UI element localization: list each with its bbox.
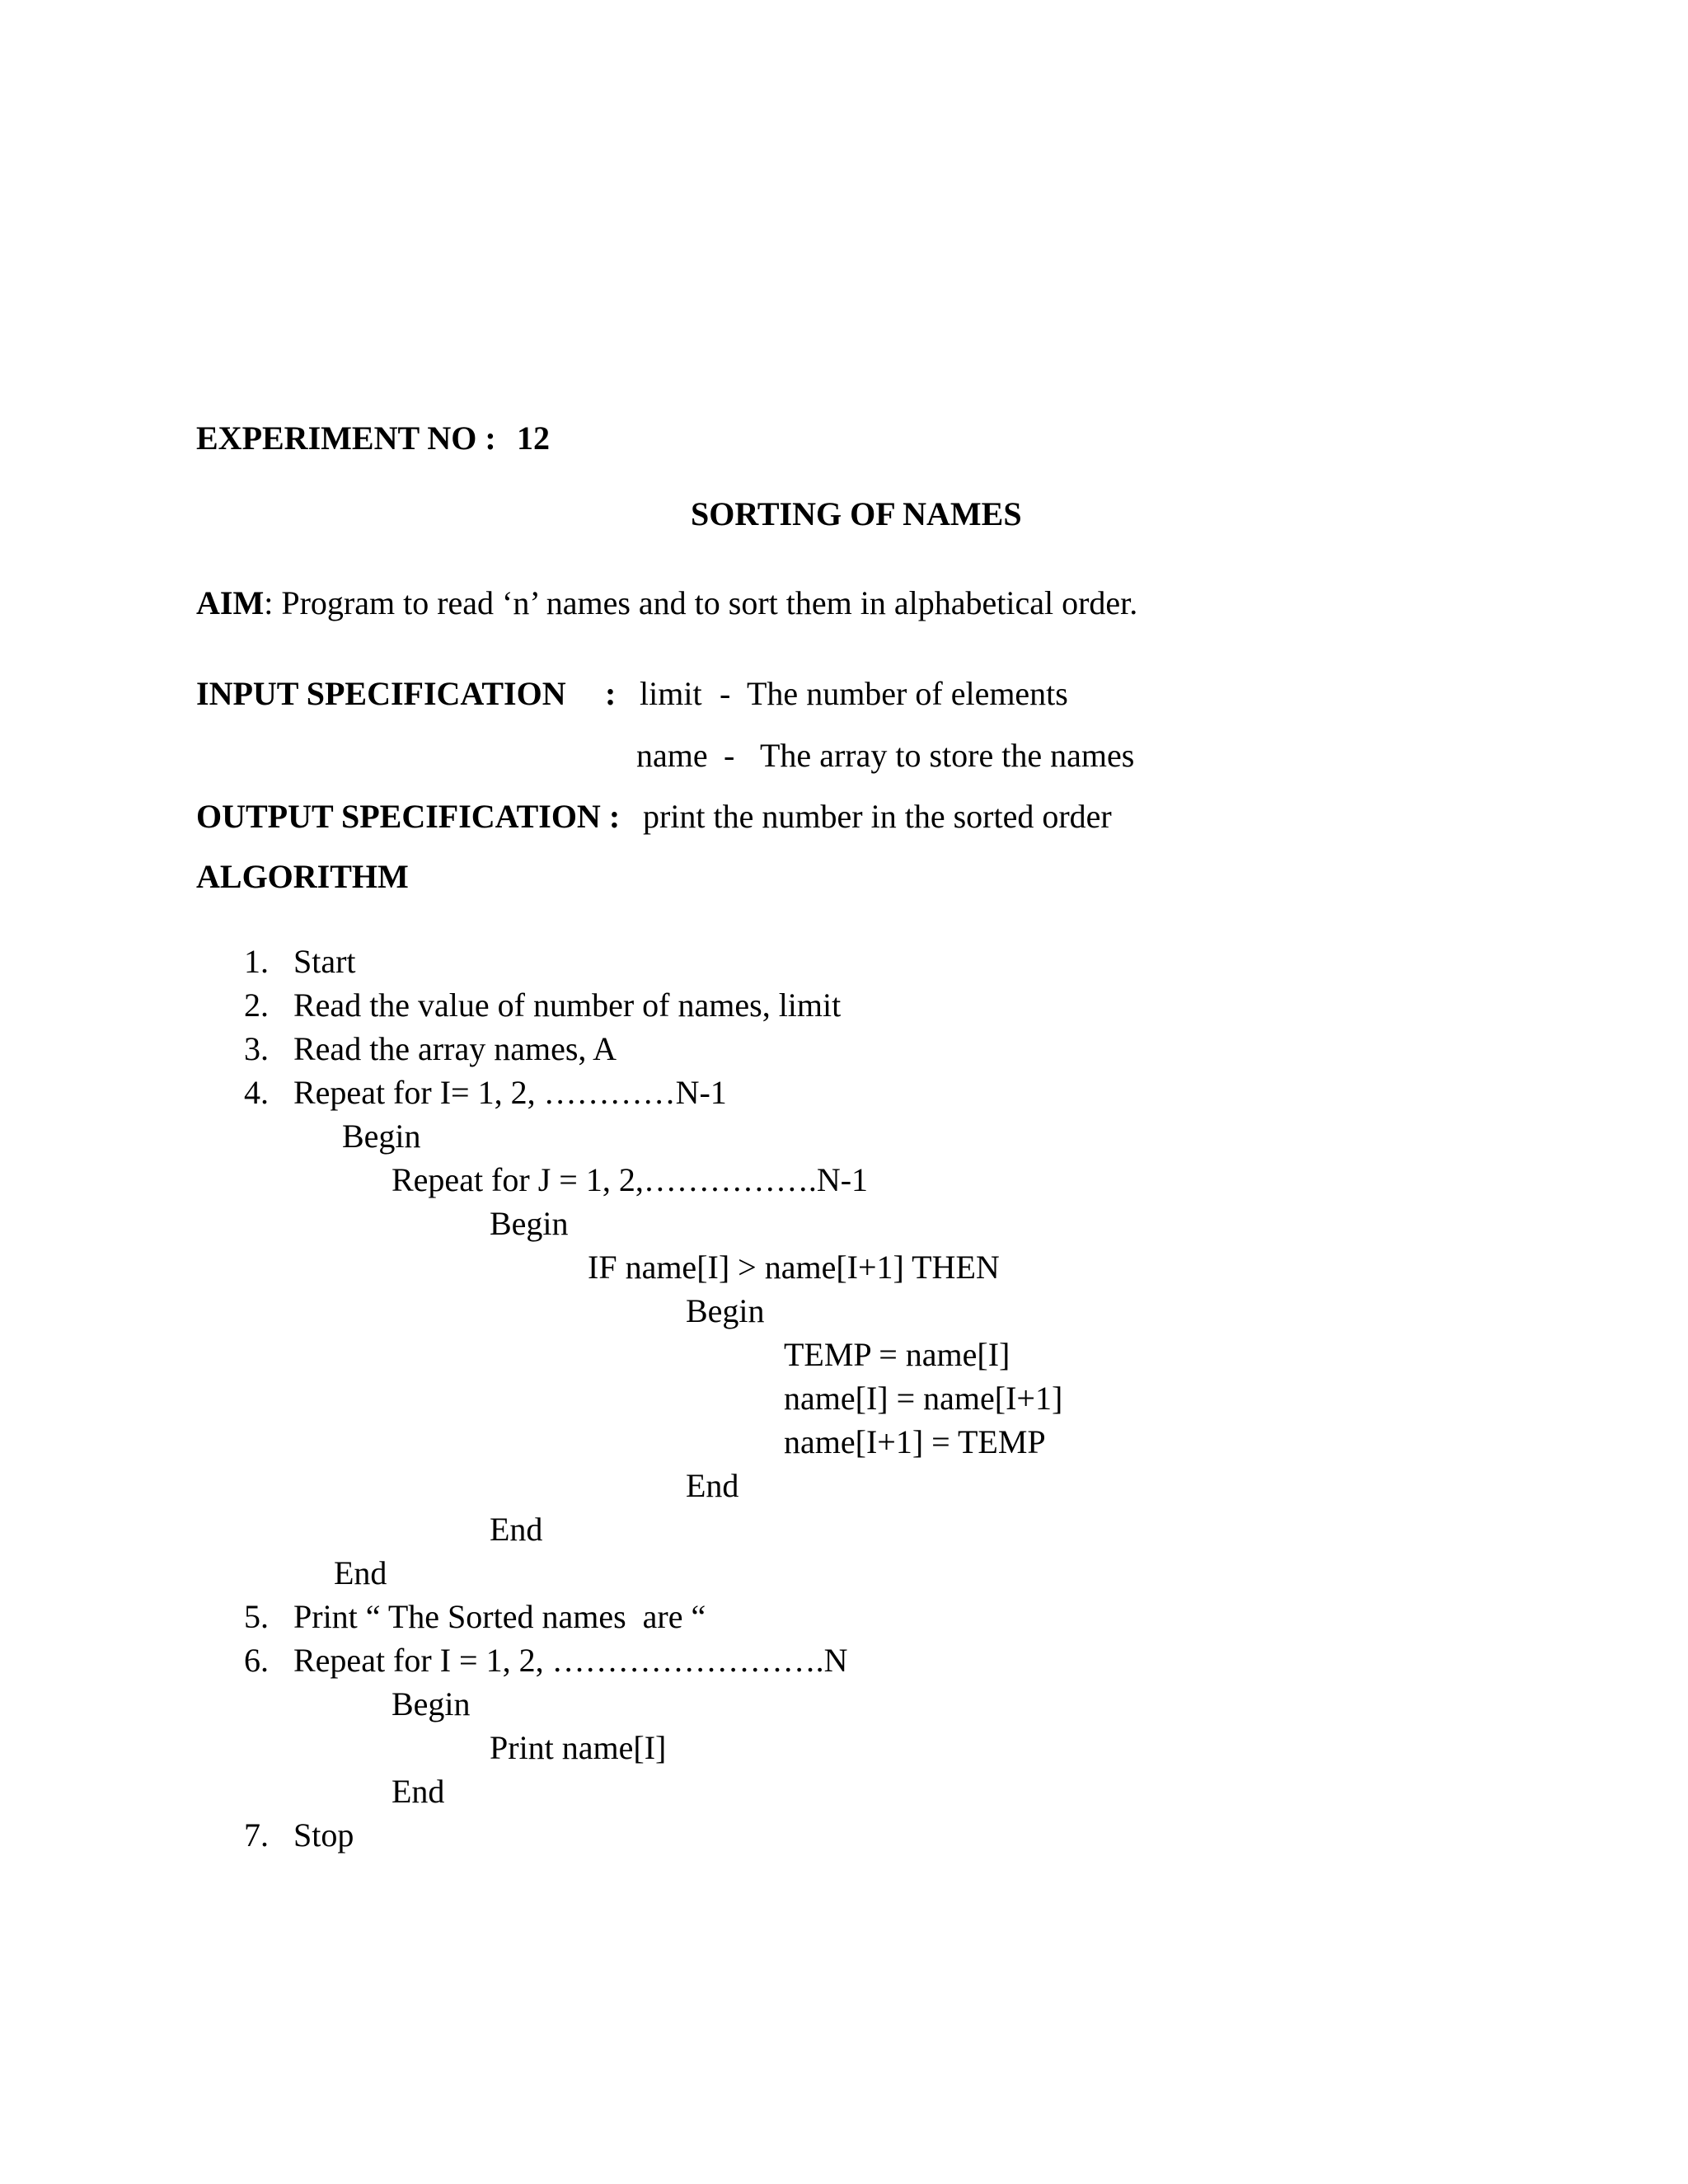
algorithm-line: name[I+1] = TEMP [784,1423,1046,1460]
step-number: 7. [244,1816,269,1854]
input-item-desc: The number of elements [747,675,1068,712]
algorithm-line: Begin [392,1685,471,1722]
algorithm-line: Begin [490,1205,569,1242]
aim-label: AIM [196,584,265,621]
experiment-label: EXPERIMENT NO : [196,419,496,457]
input-spec-colon: : [605,675,617,712]
algorithm-line: End [686,1467,739,1504]
algorithm-line: End [392,1773,445,1810]
aim-line [196,584,1138,621]
output-spec-label: OUTPUT SPECIFICATION : [196,798,621,835]
experiment-number: 12 [517,419,550,457]
algorithm-line: Stop [293,1816,354,1854]
input-spec-label: INPUT SPECIFICATION [196,675,566,712]
algorithm-line: Start [293,943,356,980]
input-item-name: name [636,737,708,774]
step-number: 3. [244,1030,269,1067]
output-spec-text: print the number in the sorted order [643,798,1112,835]
input-item-dash: - [720,675,731,712]
algorithm-line: Read the array names, A [293,1030,617,1067]
algorithm-line: IF name[I] > name[I+1] THEN [588,1249,1000,1286]
algorithm-line: Read the value of number of names, limit [293,987,842,1024]
algorithm-line: End [490,1511,543,1548]
input-item-dash: - [724,737,735,774]
input-item-name: limit [640,675,702,712]
algorithm-line: name[I] = name[I+1] [784,1380,1063,1417]
page-title: SORTING OF NAMES [691,495,1022,532]
step-number: 5. [244,1598,269,1635]
step-number: 2. [244,987,269,1024]
step-number: 4. [244,1074,269,1111]
algorithm-line: Begin [342,1118,421,1155]
step-number: 6. [244,1642,269,1679]
step-number: 1. [244,943,269,980]
algorithm-line: End [334,1554,387,1591]
aim-text: : Program to read ‘n’ names and to sort them in alphabetical order. [264,584,1138,621]
algorithm-line: Print “ The Sorted names are “ [293,1598,706,1635]
algorithm-heading: ALGORITHM [196,858,409,895]
algorithm-line: Print name[I] [490,1729,667,1766]
algorithm-line: Repeat for I= 1, 2, …………N-1 [293,1074,727,1111]
algorithm-line: Begin [686,1292,765,1329]
input-item-desc: The array to store the names [760,737,1135,774]
algorithm-line: TEMP = name[I] [784,1336,1010,1373]
algorithm-line: Repeat for I = 1, 2, …………………….N [293,1642,848,1679]
algorithm-line: Repeat for J = 1, 2,…………….N-1 [392,1161,869,1198]
